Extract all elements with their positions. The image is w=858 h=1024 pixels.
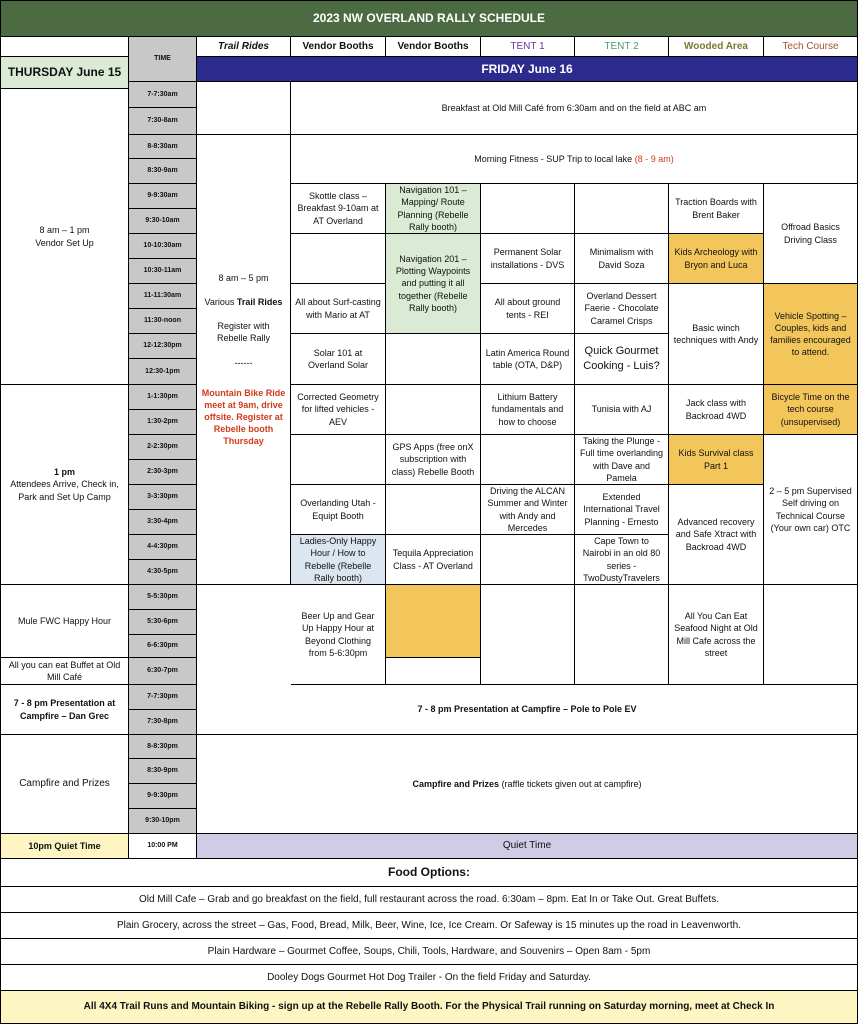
header-wooded-area: Wooded Area (669, 37, 764, 57)
header-tent-1: TENT 1 (481, 37, 575, 57)
event-jack-class: Jack class with Backroad 4WD (669, 385, 764, 435)
event-beer-up-gear-up: Beer Up and Gear Up Happy Hour at Beyond Clothing from 5-6:30pm (291, 585, 386, 685)
time-slot: 3:30-4pm (129, 510, 197, 535)
event-basic-winch: Basic winch techniques with Andy (669, 284, 764, 385)
event-navigation-201: Navigation 201 – Plotting Waypoints and putting it all together (Rebelle Rally booth) (386, 234, 481, 334)
time-slot: 10:30-11am (129, 259, 197, 284)
vendor-setup-time: 8 am – 1 pm (39, 225, 90, 236)
event-kids-survival: Kids Survival class Part 1 (669, 435, 764, 485)
event-supervised-self-driving: 2 – 5 pm Supervised Self driving on Technical Course (Your own car) OTC (764, 435, 857, 585)
event-tequila-class: Tequila Appreciation Class - AT Overland (386, 535, 481, 585)
time-slot: 4-4:30pm (129, 535, 197, 560)
time-slot: 6:30-7pm (129, 658, 197, 685)
schedule-title: 2023 NW OVERLAND RALLY SCHEDULE (1, 1, 857, 37)
event-minimalism: Minimalism with David Soza (575, 234, 669, 284)
header-tech-course: Tech Course (764, 37, 857, 57)
time-slot: 4:30-5pm (129, 560, 197, 585)
trail-rides-register: Register with Rebelle Rally (216, 321, 271, 344)
time-slot: 12:30-1pm (129, 359, 197, 385)
time-slot: 2-2:30pm (129, 435, 197, 460)
food-option-old-mill: Old Mill Cafe – Grab and go breakfast on the field, full restaurant across the road. 6:30am – 8pm. Eat In or Take Out. Great Buffets. (1, 887, 857, 913)
time-slot: 8-8:30pm (129, 735, 197, 759)
thursday-mule-happy-hour: Mule FWC Happy Hour (1, 585, 129, 658)
event-tunisia: Tunisia with AJ (575, 385, 669, 435)
food-options-heading: Food Options: (1, 859, 857, 887)
event-international-travel: Extended International Travel Planning - Ernesto (575, 485, 669, 535)
event-solar-101: Solar 101 at Overland Solar (291, 334, 386, 385)
event-overlanding-utah: Overlanding Utah - Equipt Booth (291, 485, 386, 535)
empty-vb1-2pm (291, 435, 386, 485)
event-traction-boards: Traction Boards with Brent Baker (669, 184, 764, 234)
time-slot: 10:00 PM (129, 834, 197, 859)
empty-tent2-5pm (575, 585, 669, 685)
event-vehicle-spotting: Vehicle Spotting – Couples, kids and families encouraged to attend. (764, 284, 857, 385)
empty-vb2-1pm (386, 385, 481, 435)
empty-tech-5pm (764, 585, 857, 685)
empty-tent1-4pm (481, 535, 575, 585)
time-slot: 8-8:30am (129, 135, 197, 159)
friday-trail-rides (197, 135, 291, 585)
header-vendor-booths-2: Vendor Booths (386, 37, 481, 57)
time-slot: 7:30-8am (129, 108, 197, 135)
empty-tent2-9am (575, 184, 669, 234)
empty-tent1-2pm (481, 435, 575, 485)
event-navigation-101: Navigation 101 – Mapping/ Route Planning (Rebelle Rally booth) (386, 184, 481, 234)
fitness-label: Morning Fitness - SUP Trip to local lake (474, 153, 635, 164)
event-kids-archeology: Kids Archeology with Bryon and Luca (669, 234, 764, 284)
time-slot: 9-9:30am (129, 184, 197, 209)
time-slot: 8:30-9am (129, 159, 197, 184)
attendees-time: 1 pm (53, 467, 75, 478)
event-quick-gourmet: Quick Gourmet Cooking - Luis? (575, 334, 669, 385)
thursday-quiet-time: 10pm Quiet Time (1, 834, 129, 859)
header-trail-rides: Trail Rides (197, 37, 291, 57)
thursday-buffet: All you can eat Buffet at Old Mill Café (1, 658, 129, 685)
time-slot: 9:30-10pm (129, 809, 197, 834)
time-slot: 8:30-9pm (129, 759, 197, 784)
friday-breakfast: Breakfast at Old Mill Café from 6:30am and on the field at ABC am (291, 82, 857, 135)
food-option-plain-grocery: Plain Grocery, across the street – Gas, Food, Bread, Milk, Beer, Wine, Ice, Ice Cream. Or Safeway is 15 minutes up the road in Leavenworth. (1, 913, 857, 939)
time-slot: 5-5:30pm (129, 585, 197, 610)
event-gps-apps: GPS Apps (free onX subscription with class) Rebelle Booth (386, 435, 481, 485)
campfire-label: Campfire and Prizes (412, 778, 500, 789)
time-slot: 9:30-10am (129, 209, 197, 234)
event-latin-america: Latin America Round table (OTA, D&P) (481, 334, 575, 385)
event-taking-the-plunge: Taking the Plunge - Full time overlanding with Dave and Pamela (575, 435, 669, 485)
mountain-bike-ride: Mountain Bike Ride meet at 9am, drive offsite. Register at Rebelle booth Thursday (201, 387, 286, 447)
fitness-time: (8 - 9 am) (634, 153, 674, 164)
time-slot: 2:30-3pm (129, 460, 197, 485)
trail-rides-separator: ------ (234, 357, 253, 368)
friday-quiet-time: Quiet Time (197, 834, 857, 859)
event-ground-tents: All about ground tents - REI (481, 284, 575, 334)
trail-rides-time: 8 am – 5 pm (218, 272, 269, 283)
time-slot: 3-3:30pm (129, 485, 197, 510)
orange-block-vb2 (386, 585, 481, 658)
campfire-note: (raffle tickets given out at campfire) (499, 778, 642, 789)
thursday-campfire: Campfire and Prizes (1, 735, 129, 834)
event-ladies-happy-hour: Ladies-Only Happy Hour / How to Rebelle (Rebelle Rally booth) (291, 535, 386, 585)
friday-campfire (197, 735, 857, 834)
event-alcan: Driving the ALCAN Summer and Winter with Andy and Mercedes (481, 485, 575, 535)
thursday-attendees-arrive (1, 385, 129, 585)
event-seafood-night: All You Can Eat Seafood Night at Old Mill Cafe across the street (669, 585, 764, 685)
event-dessert-faerie: Overland Dessert Faerie - Chocolate Caramel Crisps (575, 284, 669, 334)
time-slot: 7-7:30am (129, 82, 197, 108)
event-bicycle-time: Bicycle Time on the tech course (unsupervised) (764, 385, 857, 435)
time-slot: 1:30-2pm (129, 410, 197, 435)
empty-tent1-9am (481, 184, 575, 234)
time-slot: 10-10:30am (129, 234, 197, 259)
time-slot: 9-9:30pm (129, 784, 197, 809)
event-skottle-class: Skottle class – Breakfast 9-10am at AT Overland (291, 184, 386, 234)
food-option-plain-hardware: Plain Hardware – Gourmet Coffee, Soups, Chili, Tools, Hardware, and Souvenirs – Open 8am - 5pm (1, 939, 857, 965)
time-slot: 7-7:30pm (129, 685, 197, 710)
event-permanent-solar: Permanent Solar installations - DVS (481, 234, 575, 284)
event-surf-casting: All about Surf-casting with Mario at AT (291, 284, 386, 334)
corner-cell (1, 37, 129, 57)
footer-sign-up-note: All 4X4 Trail Runs and Mountain Biking - sign up at the Rebelle Rally Booth. For the Physical Trail running on Saturday morning, meet at Check In (1, 991, 857, 1023)
header-tent-2: TENT 2 (575, 37, 669, 57)
event-advanced-recovery: Advanced recovery and Safe Xtract with Backroad 4WD (669, 485, 764, 585)
thursday-vendor-setup (1, 89, 129, 385)
attendees-text: Attendees Arrive, Check in, Park and Set Up Camp (10, 479, 119, 502)
food-option-dooley-dogs: Dooley Dogs Gourmet Hot Dog Trailer - On the field Friday and Saturday. (1, 965, 857, 991)
friday-empty-trail-early (197, 82, 291, 135)
vendor-setup-label: Vendor Set Up (35, 237, 94, 248)
time-slot: 5:30-6pm (129, 610, 197, 635)
empty-tent1-5pm (481, 585, 575, 685)
empty-vb2-noon (386, 334, 481, 385)
event-corrected-geometry: Corrected Geometry for lifted vehicles - AEV (291, 385, 386, 435)
event-offroad-basics: Offroad Basics Driving Class (764, 184, 857, 284)
time-slot: 11-11:30am (129, 284, 197, 309)
event-cape-town-nairobi: Cape Town to Nairobi in an old 80 series - TwoDustyTravelers (575, 535, 669, 585)
friday-morning-fitness (291, 135, 857, 184)
empty-vb1-1030 (291, 234, 386, 284)
friday-presentation: 7 - 8 pm Presentation at Campfire – Pole to Pole EV (197, 685, 857, 735)
empty-vb2-630 (386, 658, 481, 685)
time-header: TIME (129, 37, 197, 82)
time-slot: 1-1:30pm (129, 385, 197, 410)
empty-vb2-3pm (386, 485, 481, 535)
trail-rides-label: Trail Rides (236, 296, 283, 307)
event-lithium-battery: Lithium Battery fundamentals and how to choose (481, 385, 575, 435)
thursday-presentation: 7 - 8 pm Presentation at Campfire – Dan Grec (1, 685, 129, 735)
time-slot: 6-6:30pm (129, 635, 197, 658)
thursday-banner: THURSDAY June 15 (1, 57, 129, 89)
time-slot: 7:30-8pm (129, 710, 197, 735)
time-slot: 12-12:30pm (129, 334, 197, 359)
header-vendor-booths-1: Vendor Booths (291, 37, 386, 57)
time-slot: 11:30-noon (129, 309, 197, 334)
friday-banner: FRIDAY June 16 (197, 57, 857, 82)
trail-rides-various: Various (204, 296, 237, 307)
